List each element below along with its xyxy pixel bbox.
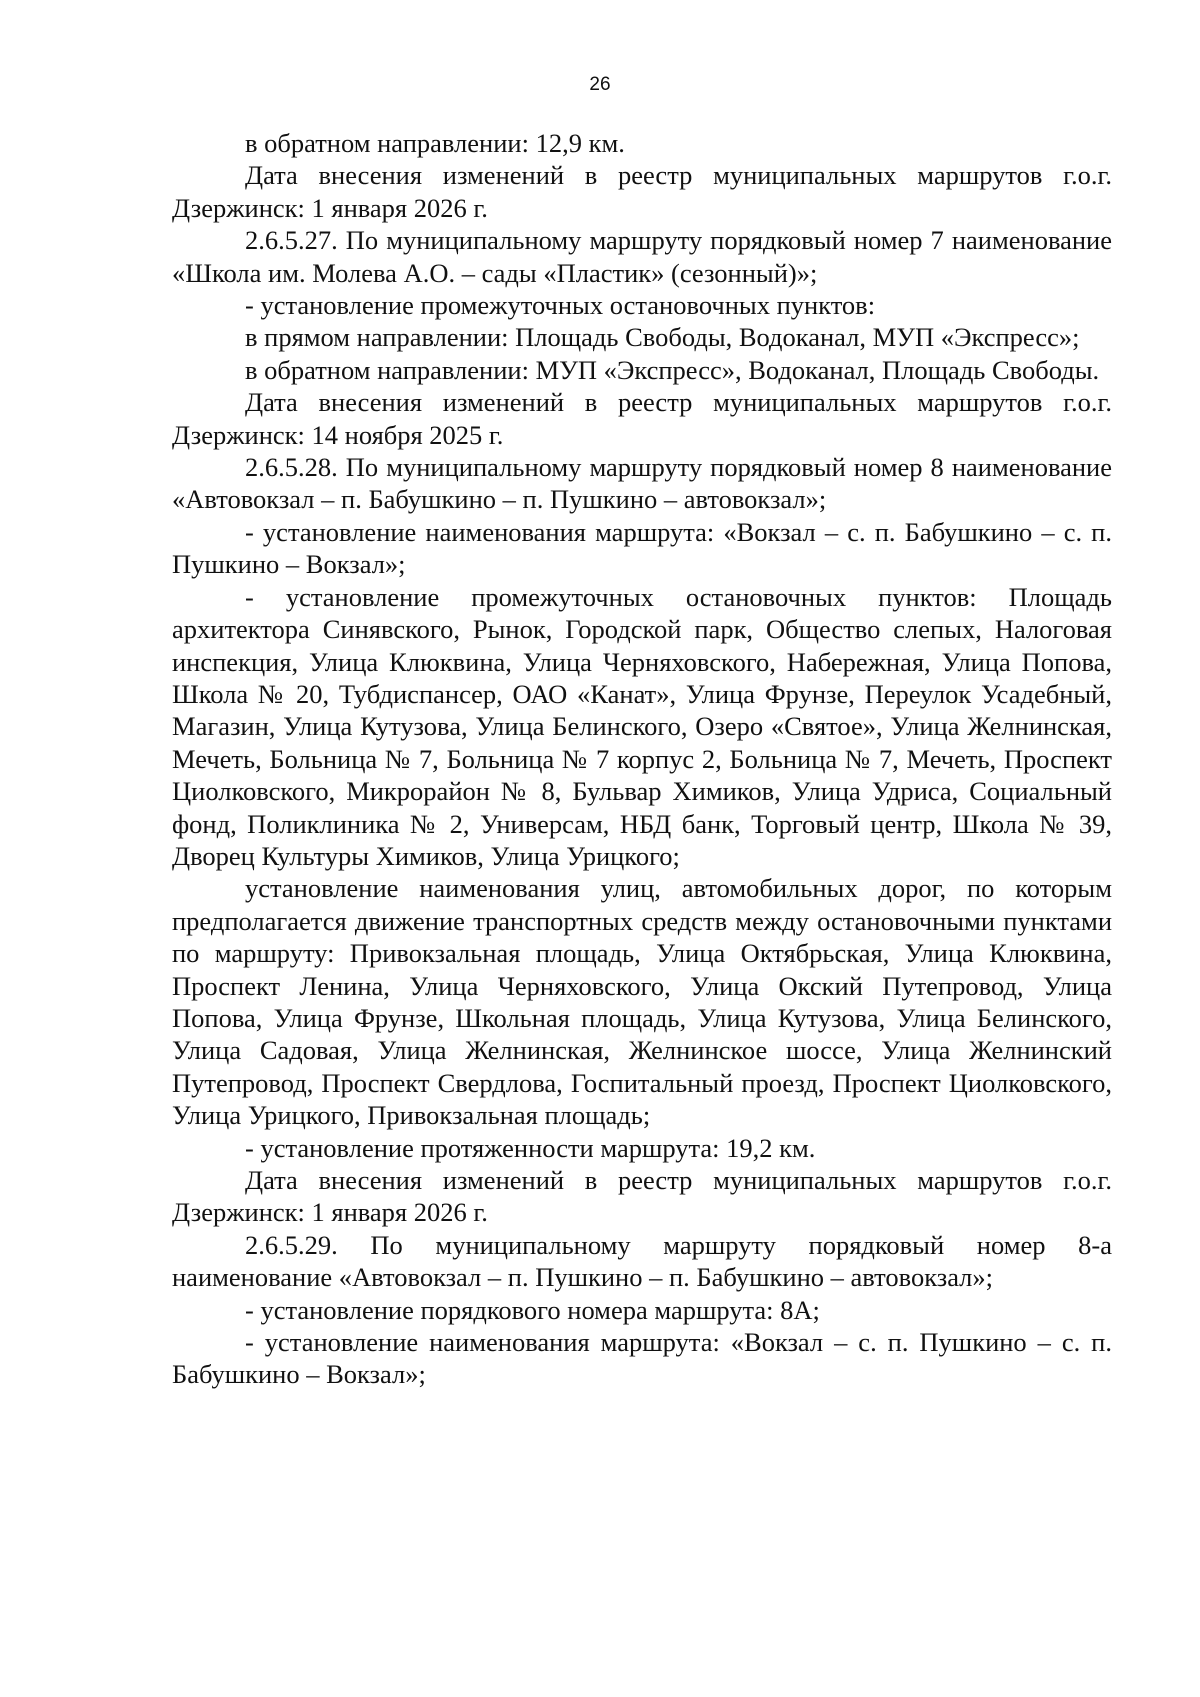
paragraph: в обратном направлении: 12,9 км. [245,128,625,158]
paragraph: - установление промежуточных остановочных пунктов: Площадь архитектора Синявского, Рынок, Городской парк, Общество слепых, Налоговая инспекция, Улица Клюквина, Улица Черняховского, Набережная, Улица Попова, Школа № 20, Тубдиспансер, ОАО «Канат», Улица Фрунзе, Переулок Усадебный, Магазин, Улица Кутузова, Улица Белинского, Озеро «Святое», Улица Желнинская, Мечеть, Больница № 7, Больница № 7 корпус 2, Больница № 7, Мечеть, Проспект Циолковского, Микрорайон № 8, Бульвар Химиков, Улица Удриса, Социальный фонд, Поликлиника № 2, Универсам, НБД банк, Торговый центр, Школа № 39, Дворец Культуры Химиков, Улица Урицкого; [172,581,1112,871]
paragraph: Дата внесения изменений в реестр муниципальных маршрутов г.о.г. Дзержинск: 14 ноября 2025 г. [172,387,1112,450]
paragraph: в обратном направлении: МУП «Экспресс», Водоканал, Площадь Свободы. [245,354,1100,385]
paragraph: в прямом направлении: Площадь Свободы, Водоканал, МУП «Экспресс»; [245,322,1080,353]
paragraph: - установление промежуточных остановочных пунктов: [245,290,876,321]
paragraph: 2.6.5.29. По муниципальному маршруту порядковый номер 8-а наименование «Автовокзал – п. Пушкино – п. Бабушкино – автовокзал»; [172,1229,1112,1293]
paragraph: 2.6.5.27. По муниципальному маршруту порядковый номер 7 наименование «Школа им. Молева А.О. – сады «Пластик» (сезонный)»; [172,225,1112,288]
paragraph: 2.6.5.28. По муниципальному маршруту порядковый номер 8 наименование «Автовокзал – п. Бабушкино – п. Пушкино – автовокзал»; [172,452,1112,515]
paragraph: - установление протяженности маршрута: 19,2 км. [245,1132,816,1163]
paragraph: Дата внесения изменений в реестр муниципальных маршрутов г.о.г. Дзержинск: 1 января 2026 г. [172,160,1112,223]
paragraph: установление наименования улиц, автомобильных дорог, по которым предполагается движение транспортных средств между остановочными пунктами по маршруту: Привокзальная площадь, Улица Октябрьская, Улица Клюквина, Проспект Ленина, Улица Черняховского, Улица Окский Путепровод, Улица Попова, Улица Фрунзе, Школьная площадь, Улица Кутузова, Улица Белинского, Улица Садовая, Улица Желнинская, Желнинское шоссе, Улица Желнинский Путепровод, Проспект Свердлова, Госпитальный проезд, Проспект Циолковского, Улица Урицкого, Привокзальная площадь; [172,873,1112,1131]
paragraph: - установление наименования маршрута: «Вокзал – с. п. Бабушкино – с. п. Пушкино – Вокзал»; [172,516,1112,580]
document-body [172,127,1112,1391]
paragraph: - установление наименования маршрута: «Вокзал – с. п. Пушкино – с. п. Бабушкино – Вокзал»; [172,1327,1112,1390]
page-number: 26 [589,74,611,95]
paragraph: - установление порядкового номера маршрута: 8А; [245,1294,820,1325]
paragraph: Дата внесения изменений в реестр муниципальных маршрутов г.о.г. Дзержинск: 1 января 2026 г. [172,1165,1112,1228]
